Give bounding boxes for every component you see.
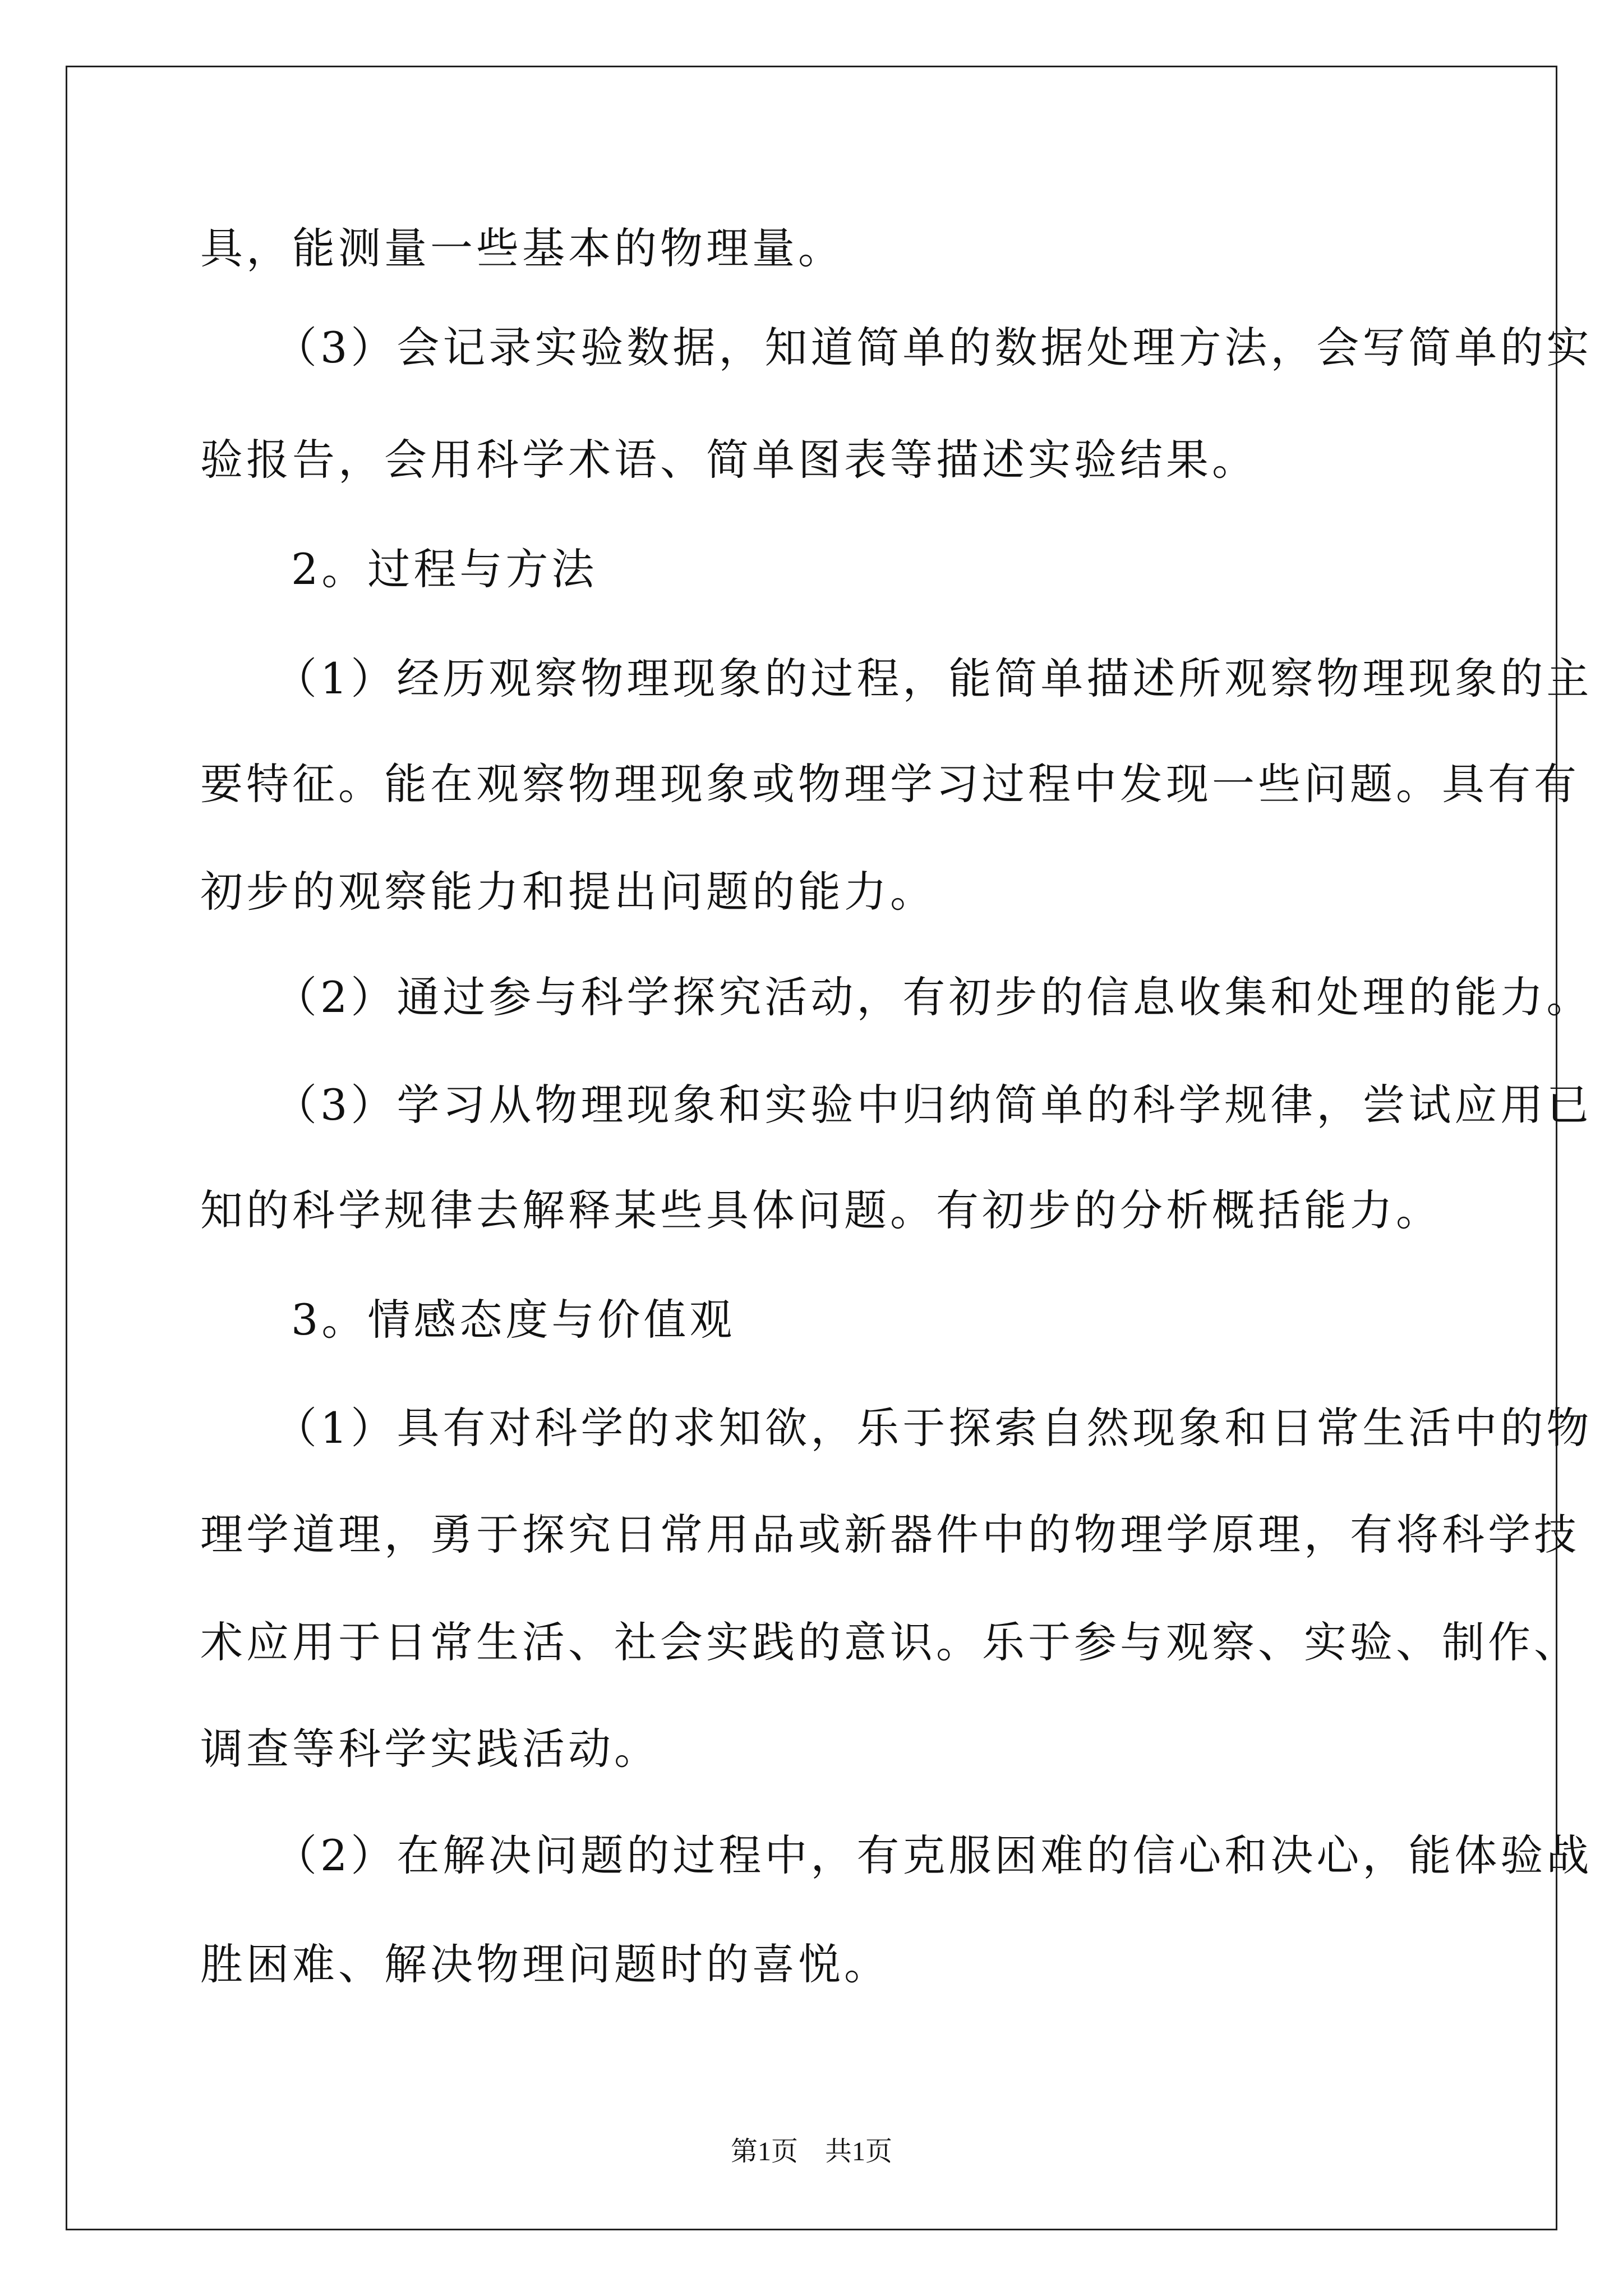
text-line: 验报告，会用科学术语、简单图表等描述实验结果。 (200, 435, 1258, 485)
text-line: （2）通过参与科学探究活动，有初步的信息收集和处理的能力。 (274, 972, 1593, 1022)
section-heading: 3。情感态度与价值观 (291, 1295, 736, 1345)
text-line: 调查等科学实践活动。 (200, 1724, 660, 1774)
text-line: 术应用于日常生活、社会实践的意识。乐于参与观察、实验、制作、 (200, 1617, 1580, 1667)
text-line: 胜困难、解决物理问题时的喜悦。 (200, 1939, 890, 1989)
section-heading: 2。过程与方法 (291, 544, 598, 594)
page-number-footer: 第1页 共1页 (730, 2137, 892, 2166)
text-line: 具，能测量一些基本的物理量。 (200, 223, 844, 273)
text-line: 初步的观察能力和提出问题的能力。 (200, 867, 936, 917)
text-line: 知的科学规律去解释某些具体问题。有初步的分析概括能力。 (200, 1185, 1442, 1235)
text-line: （3）学习从物理现象和实验中归纳简单的科学规律，尝试应用已 (274, 1080, 1593, 1130)
text-line: 要特征。能在观察物理现象或物理学习过程中发现一些问题。具有有 (200, 759, 1580, 809)
text-line: （1）经历观察物理现象的过程，能简单描述所观察物理现象的主 (274, 654, 1593, 703)
text-line: 理学道理，勇于探究日常用品或新器件中的物理学原理，有将科学技 (200, 1510, 1580, 1559)
text-line: （1）具有对科学的求知欲，乐于探索自然现象和日常生活中的物 (274, 1403, 1593, 1453)
text-line: （2）在解决问题的过程中，有克服困难的信心和决心，能体验战 (274, 1830, 1593, 1880)
page-border (66, 66, 1557, 2230)
text-line: （3）会记录实验数据，知道简单的数据处理方法，会写简单的实 (274, 323, 1593, 372)
